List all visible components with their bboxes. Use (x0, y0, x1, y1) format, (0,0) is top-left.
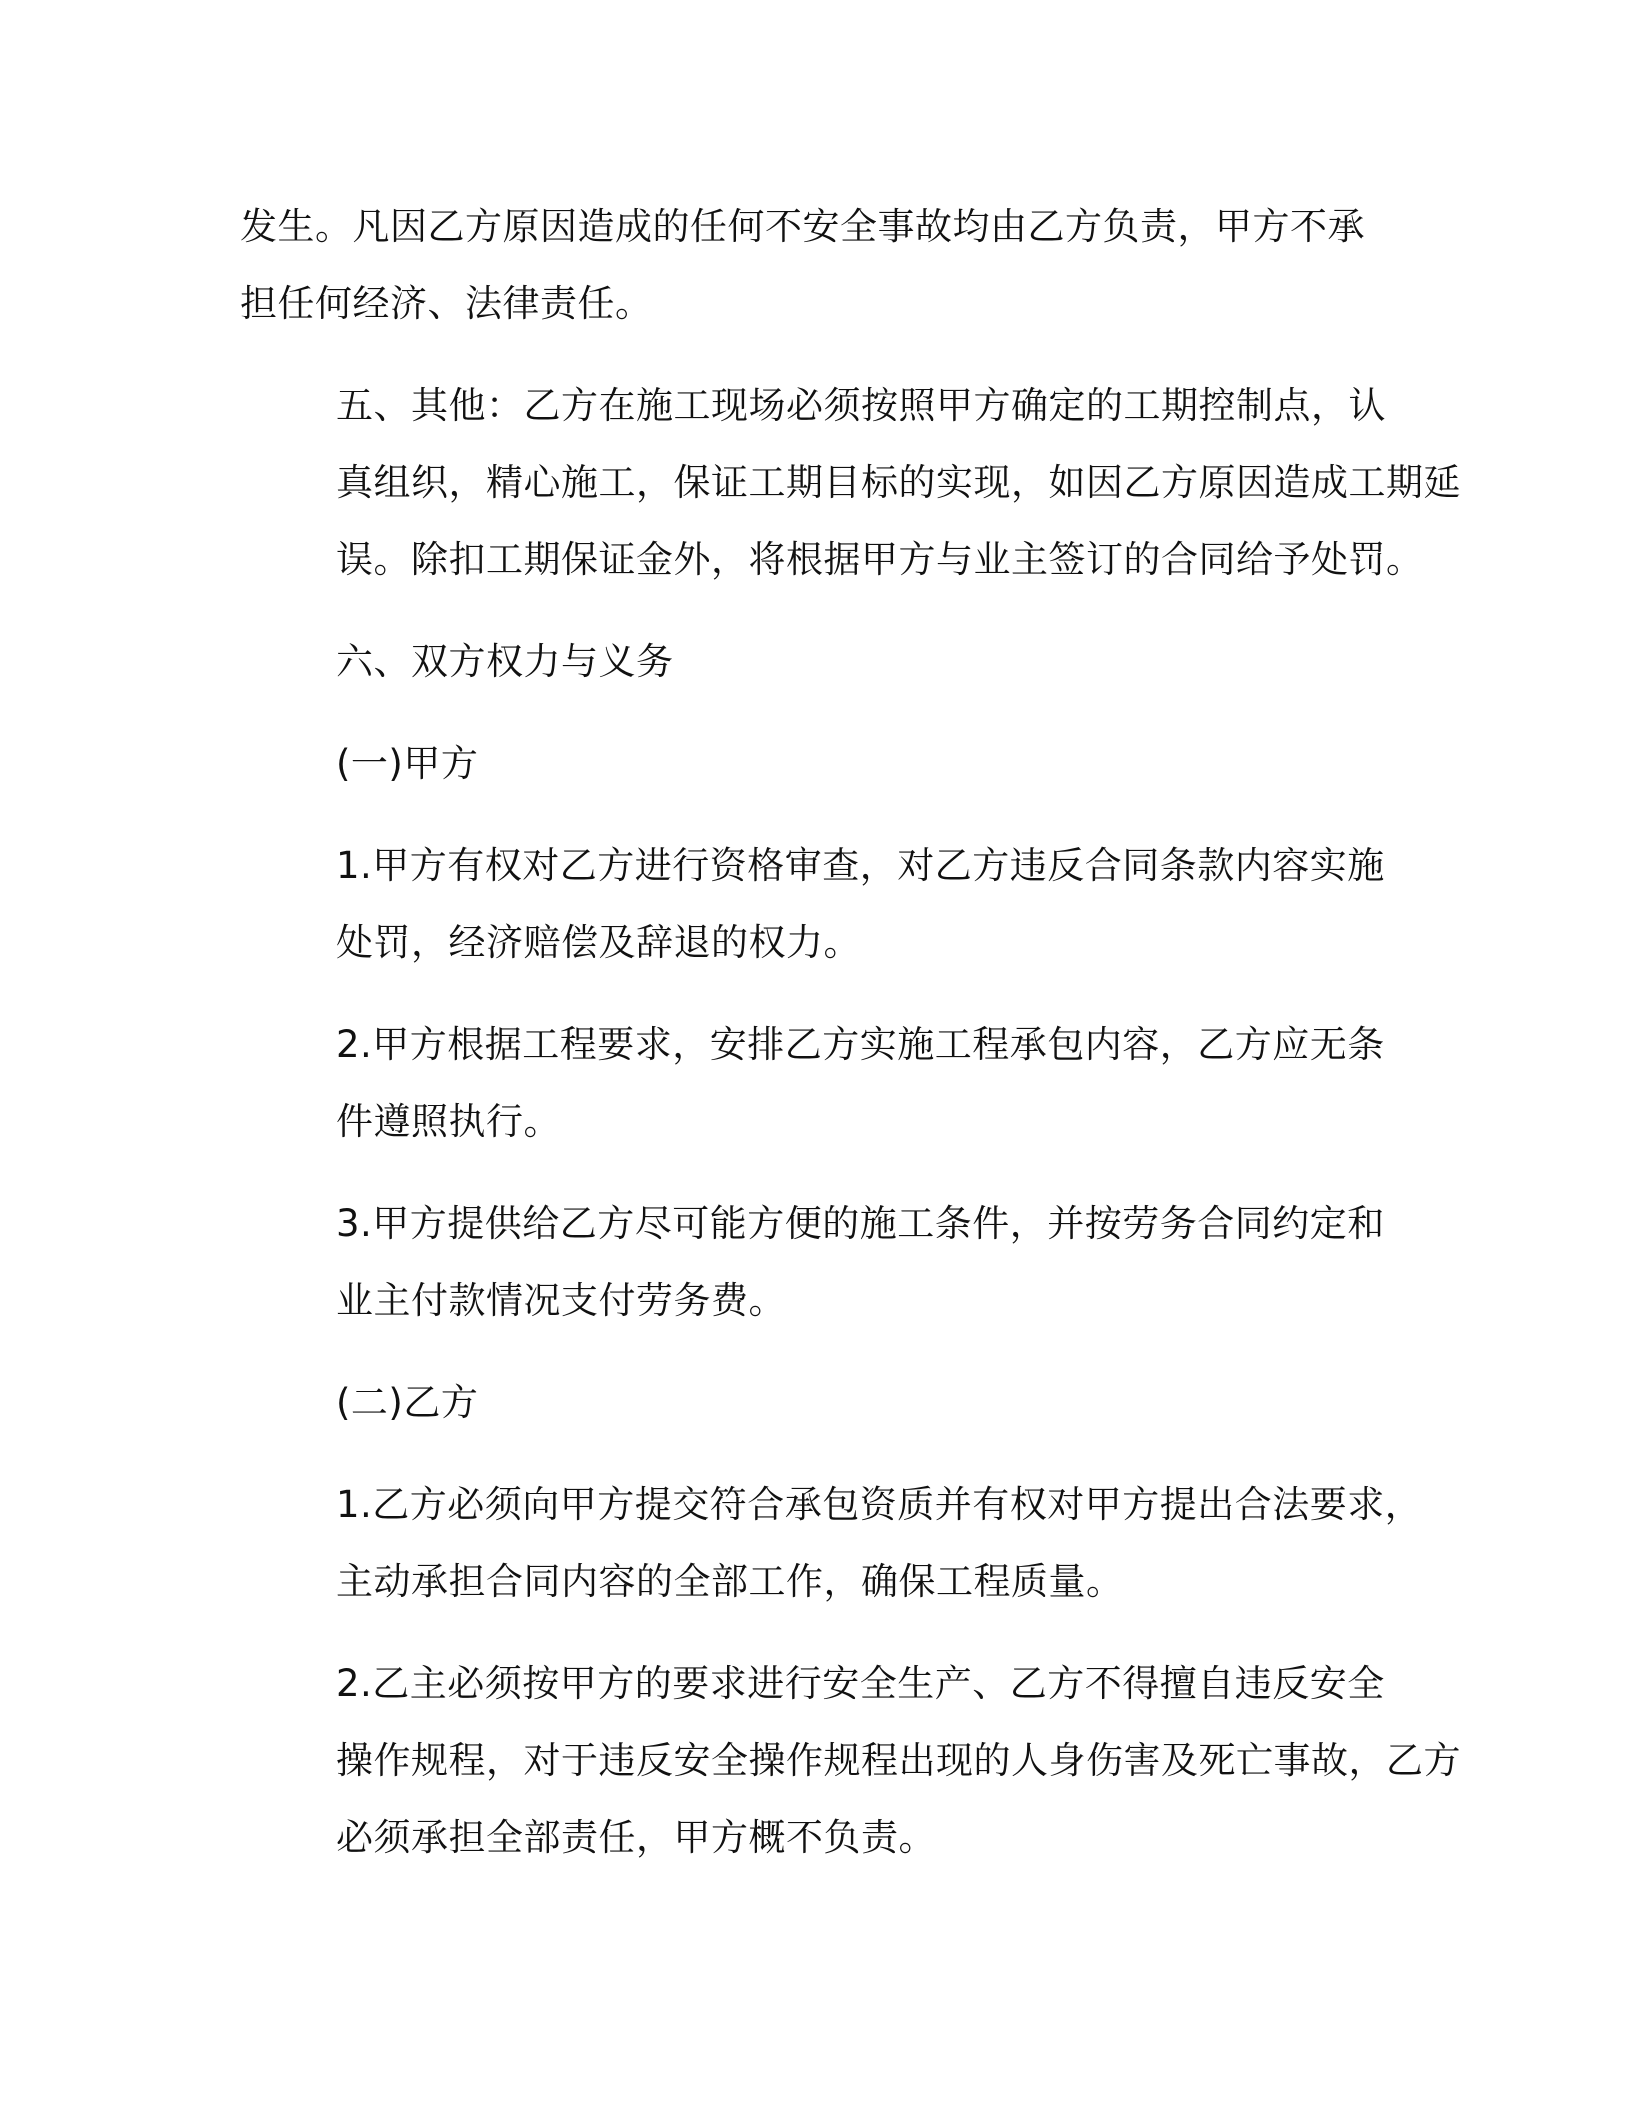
text-line: 真组织，精心施工，保证工期目标的实现，如因乙方原因造成工期延 (336, 461, 1461, 504)
text-line: 主动承担合同内容的全部工作，确保工程质量。 (336, 1560, 1124, 1603)
text-line: (二)乙方 (336, 1381, 479, 1424)
text-line: 3.甲方提供给乙方尽可能方便的施工条件，并按劳务合同约定和 (336, 1202, 1385, 1245)
document-page (240, 188, 1461, 1901)
text-line: 操作规程，对于违反安全操作规程出现的人身伤害及死亡事故，乙方 (336, 1739, 1461, 1782)
paragraph-party-a-item-2 (240, 1006, 1400, 1160)
paragraph-party-a-item-1 (240, 827, 1400, 981)
text-line: 发生。凡因乙方原因造成的任何不安全事故均由乙方负责，甲方不承 (240, 205, 1365, 248)
paragraph-continued-safety-liability (240, 188, 1400, 342)
paragraph-party-a-item-3 (240, 1185, 1400, 1339)
text-line: 1.甲方有权对乙方进行资格审查，对乙方违反合同条款内容实施 (336, 844, 1385, 887)
text-line: 必须承担全部责任，甲方概不负责。 (336, 1816, 936, 1859)
text-line: 误。除扣工期保证金外，将根据甲方与业主签订的合同给予处罚。 (336, 538, 1424, 581)
heading-party-b (240, 1364, 1400, 1441)
text-line: (一)甲方 (336, 742, 479, 785)
heading-party-a (240, 725, 1400, 802)
text-line: 五、其他：乙方在施工现场必须按照甲方确定的工期控制点，认 (336, 384, 1386, 427)
text-line: 处罚，经济赔偿及辞退的权力。 (336, 921, 861, 964)
text-line: 业主付款情况支付劳务费。 (336, 1279, 786, 1322)
text-line: 1.乙方必须向甲方提交符合承包资质并有权对甲方提出合法要求， (336, 1483, 1423, 1526)
text-line: 2.乙主必须按甲方的要求进行安全生产、乙方不得擅自违反安全 (336, 1662, 1385, 1705)
text-line: 担任何经济、法律责任。 (240, 282, 653, 325)
heading-section-six-rights-obligations (240, 623, 1400, 700)
text-line: 件遵照执行。 (336, 1100, 561, 1143)
text-line: 2.甲方根据工程要求，安排乙方实施工程承包内容，乙方应无条 (336, 1023, 1385, 1066)
paragraph-party-b-item-2 (240, 1645, 1461, 1876)
text-line: 六、双方权力与义务 (336, 640, 674, 683)
paragraph-section-five-other (240, 367, 1461, 598)
paragraph-party-b-item-1 (240, 1466, 1423, 1620)
